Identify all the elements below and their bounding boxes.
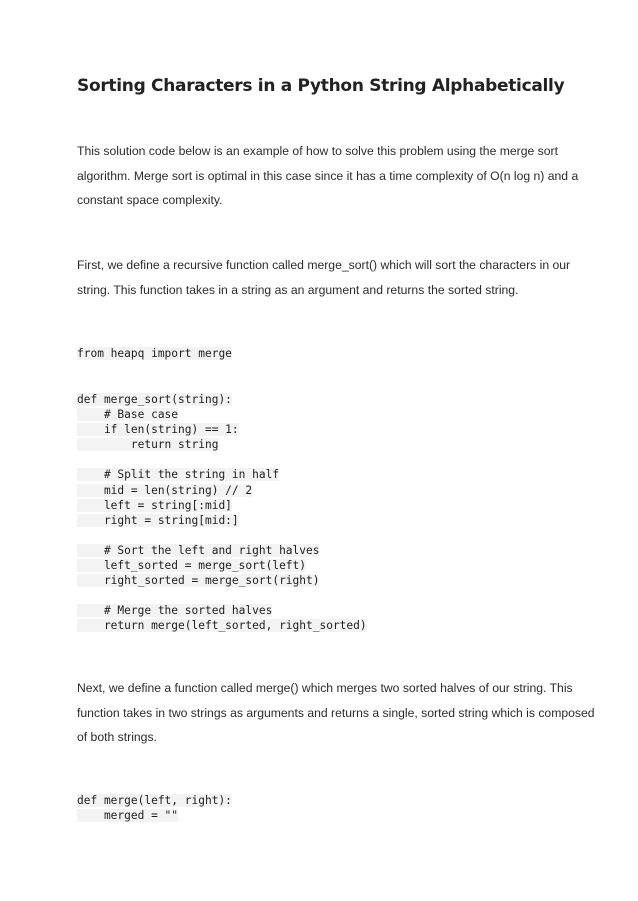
- code-line: # Base case: [77, 408, 179, 422]
- code-line: # Merge the sorted halves: [77, 604, 273, 618]
- code-line: merged = "": [77, 809, 179, 823]
- paragraph-line: This solution code below is an example of how to solve this problem using the merge sort: [77, 144, 558, 158]
- paragraph-line: constant space complexity.: [77, 193, 223, 207]
- paragraph-line: algorithm. Merge sort is optimal in this case since it has a time complexity of O(n log n) and a: [77, 168, 579, 183]
- code-line: mid = len(string) // 2: [77, 483, 253, 497]
- paragraph-line: string. This function takes in a string as an argument and returns the sorted string.: [77, 282, 519, 297]
- code-line: return string: [77, 438, 219, 452]
- code-line: [77, 588, 367, 603]
- code-line: if len(string) == 1:: [77, 423, 239, 437]
- code-line: def merge(left, right):: [77, 794, 232, 807]
- code-line: [77, 452, 367, 467]
- code-line: right = string[mid:]: [77, 513, 239, 527]
- code-block-import: [77, 346, 232, 361]
- code-line: [77, 528, 367, 543]
- paragraph-intro: [77, 139, 579, 213]
- code-line: def merge_sort(string):: [77, 393, 232, 406]
- code-block-merge: [77, 793, 232, 823]
- code-line: return merge(left_sorted, right_sorted): [77, 619, 367, 633]
- code-line: left_sorted = merge_sort(left): [77, 559, 307, 573]
- paragraph-line: Next, we define a function called merge() which merges two sorted halves of our string. This: [77, 681, 573, 695]
- document-title: Sorting Characters in a Python String Alphabetically: [77, 76, 565, 96]
- code-line: right_sorted = merge_sort(right): [77, 574, 320, 588]
- code-block-merge-sort: [77, 392, 367, 634]
- code-line: left = string[:mid]: [77, 498, 232, 512]
- paragraph-merge-sort-description: [77, 253, 571, 302]
- code-line: # Sort the left and right halves: [77, 543, 320, 557]
- paragraph-line: function takes in two strings as arguments and returns a single, sorted string which is composed: [77, 705, 595, 720]
- code-line: # Split the string in half: [77, 468, 280, 482]
- paragraph-line: of both strings.: [77, 730, 157, 744]
- paragraph-line: First, we define a recursive function called merge_sort() which will sort the characters in our: [77, 258, 571, 272]
- code-line: from heapq import merge: [77, 347, 232, 360]
- paragraph-merge-description: [77, 676, 595, 750]
